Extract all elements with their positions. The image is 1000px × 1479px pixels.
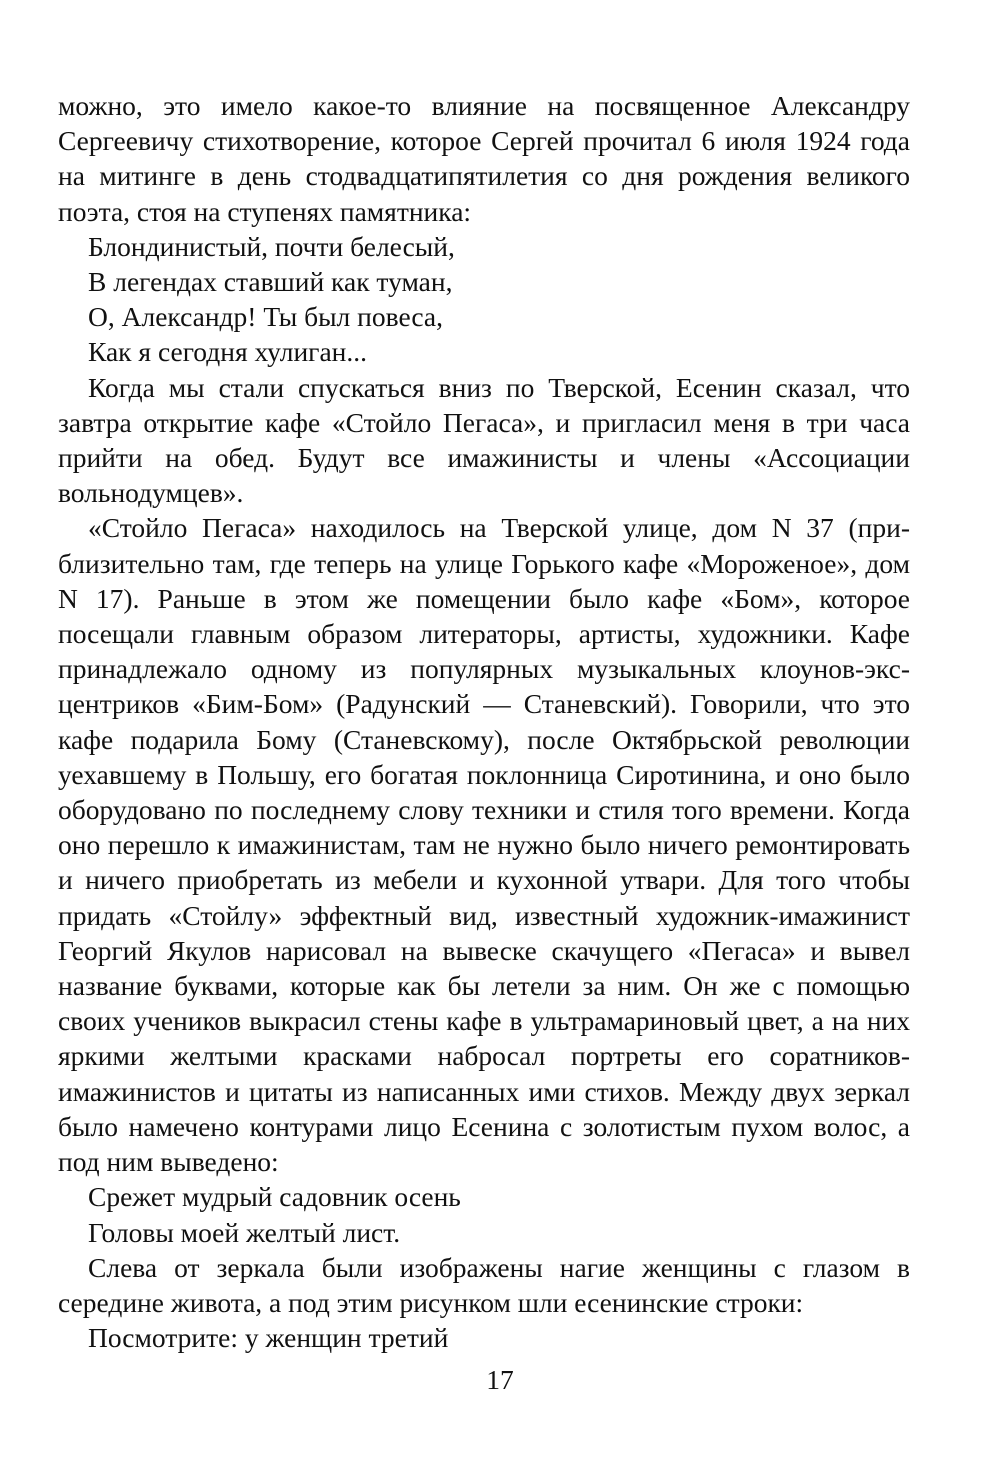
verse-line: Посмотрите: у женщин третий (88, 1322, 449, 1354)
verse-line: Блондинистый, почти белесый, (88, 230, 455, 262)
verse-line: О, Александр! Ты был повеса, (88, 301, 443, 333)
verse-line: Как я сегодня хулиган... (88, 336, 367, 368)
page-number: 17 (486, 1364, 514, 1395)
paragraph: «Стойло Пегаса» находилось на Тверской улице, дом N 37 (приблизительно там, где теперь на улице Горького кафе «Мороженое», дом N 17). Раньше в этом же помещении было кафе «Бом», которое посещали главным образом литераторы, артисты, художники. Кафе принадлежало одному из популярных музыкальных клоунов-эксцентриков «Бим-Бом» (Радунский — Станевский). Говорили, что это кафе подарила Бому (Станевскому), после Октябрьской революции уехавшему в Польшу, его богатая поклонница Сиротинина, и оно было оборудовано по последнему слову техники и стиля того времени. Когда оно перешло к имажинистам, там не нужно было ничего ремонтировать и ничего приобретать из мебели и кухонной утвари. Для того чтобы придать «Стойлу» эффектный вид, известный художник-имажинист Георгий Якулов нарисовал на вывеске скачущего «Пегаса» и вывел название буквами, которые как бы летели за ним. Он же с помощью своих учеников выкрасил стены кафе в ультрамариновый цвет, а на них яркими желтыми красками набросал портреты его соратников-имажинистов и цитаты из написанных ими стихов. Между двух зеркал было намечено контурами лицо Есенина с золотистым пухом волос, а под ним выведено: (58, 512, 910, 1178)
paragraph-continuation: можно, это имело какое-то влияние на посвященное Александру Сергеевичу стихотворение, которое Сергей прочитал 6 июля 1924 года на митинге в день стодвадцатипятилетия со дня рождения великого поэта, стоя на ступенях памятника: (58, 90, 910, 227)
verse-line: В легендах ставший как туман, (88, 266, 453, 298)
paragraph: Когда мы стали спускаться вниз по Тверской, Есенин сказал, что завтра открытие кафе «Стойло Пегаса», и пригласил меня в три часа прийти на обед. Будут все имажинисты и члены «Ассоциации вольнодумцев». (58, 371, 910, 509)
body-text (58, 88, 910, 1355)
verse-line: Срежет мудрый садовник осень (88, 1181, 461, 1213)
paragraph: Слева от зеркала были изображены нагие женщины с глазом в середине живота, а под этим рисунком шли есенинские строки: (58, 1251, 910, 1318)
verse-line: Головы моей желтый лист. (88, 1216, 401, 1248)
